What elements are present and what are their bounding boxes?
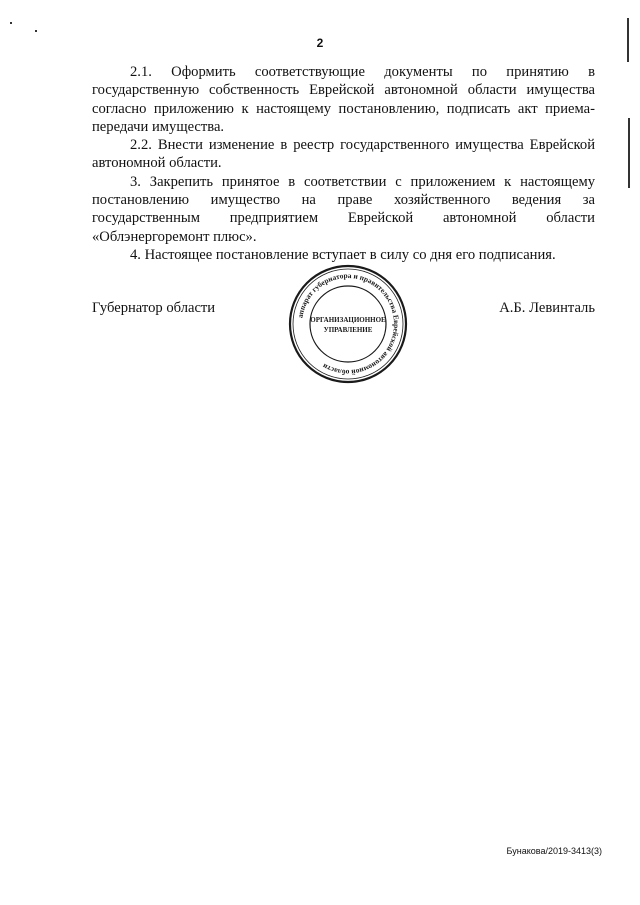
scan-edge-mark — [628, 118, 630, 188]
seal-center-line-1: ОРГАНИЗАЦИОННОЕ — [310, 316, 386, 324]
paragraph-2-1: 2.1. Оформить соответствующие документы по принятию в государственную собственность Еврейской автономной области имущества согласно приложению к настоящему постановлению, подписать акт приема-передачи имущества. — [92, 64, 595, 135]
seal-outer-ring — [290, 266, 406, 382]
page-number: 2 — [316, 36, 324, 50]
document-body — [92, 63, 595, 264]
official-seal-stamp — [283, 263, 413, 385]
seal-ring-text: аппарат губернатора и правительства Еврейской автономной области — [295, 270, 402, 378]
paragraph-3: 3. Закрепить принятое в соответствии с приложением к настоящему постановлению имущество на праве хозяйственного ведения за государственным предприятием Еврейской автономной области «Облэнергоремонт плюс». — [92, 173, 595, 245]
scan-speck — [35, 30, 37, 32]
paragraph-2-2: 2.2. Внести изменение в реестр государственного имущества Еврейской автономной области. — [92, 137, 595, 172]
seal-center-line-2: УПРАВЛЕНИЕ — [323, 326, 373, 334]
paragraph-4: 4. Настоящее постановление вступает в силу со дня его подписания. — [130, 246, 556, 263]
signatory-name: А.Б. Левинталь — [499, 300, 595, 316]
seal-inner-ring — [310, 286, 386, 362]
scan-speck — [10, 22, 12, 24]
scan-edge-mark — [627, 18, 629, 62]
document-footer-code: Бунакова/2019-3413(3) — [506, 846, 602, 856]
signatory-title: Губернатор области — [92, 300, 216, 316]
